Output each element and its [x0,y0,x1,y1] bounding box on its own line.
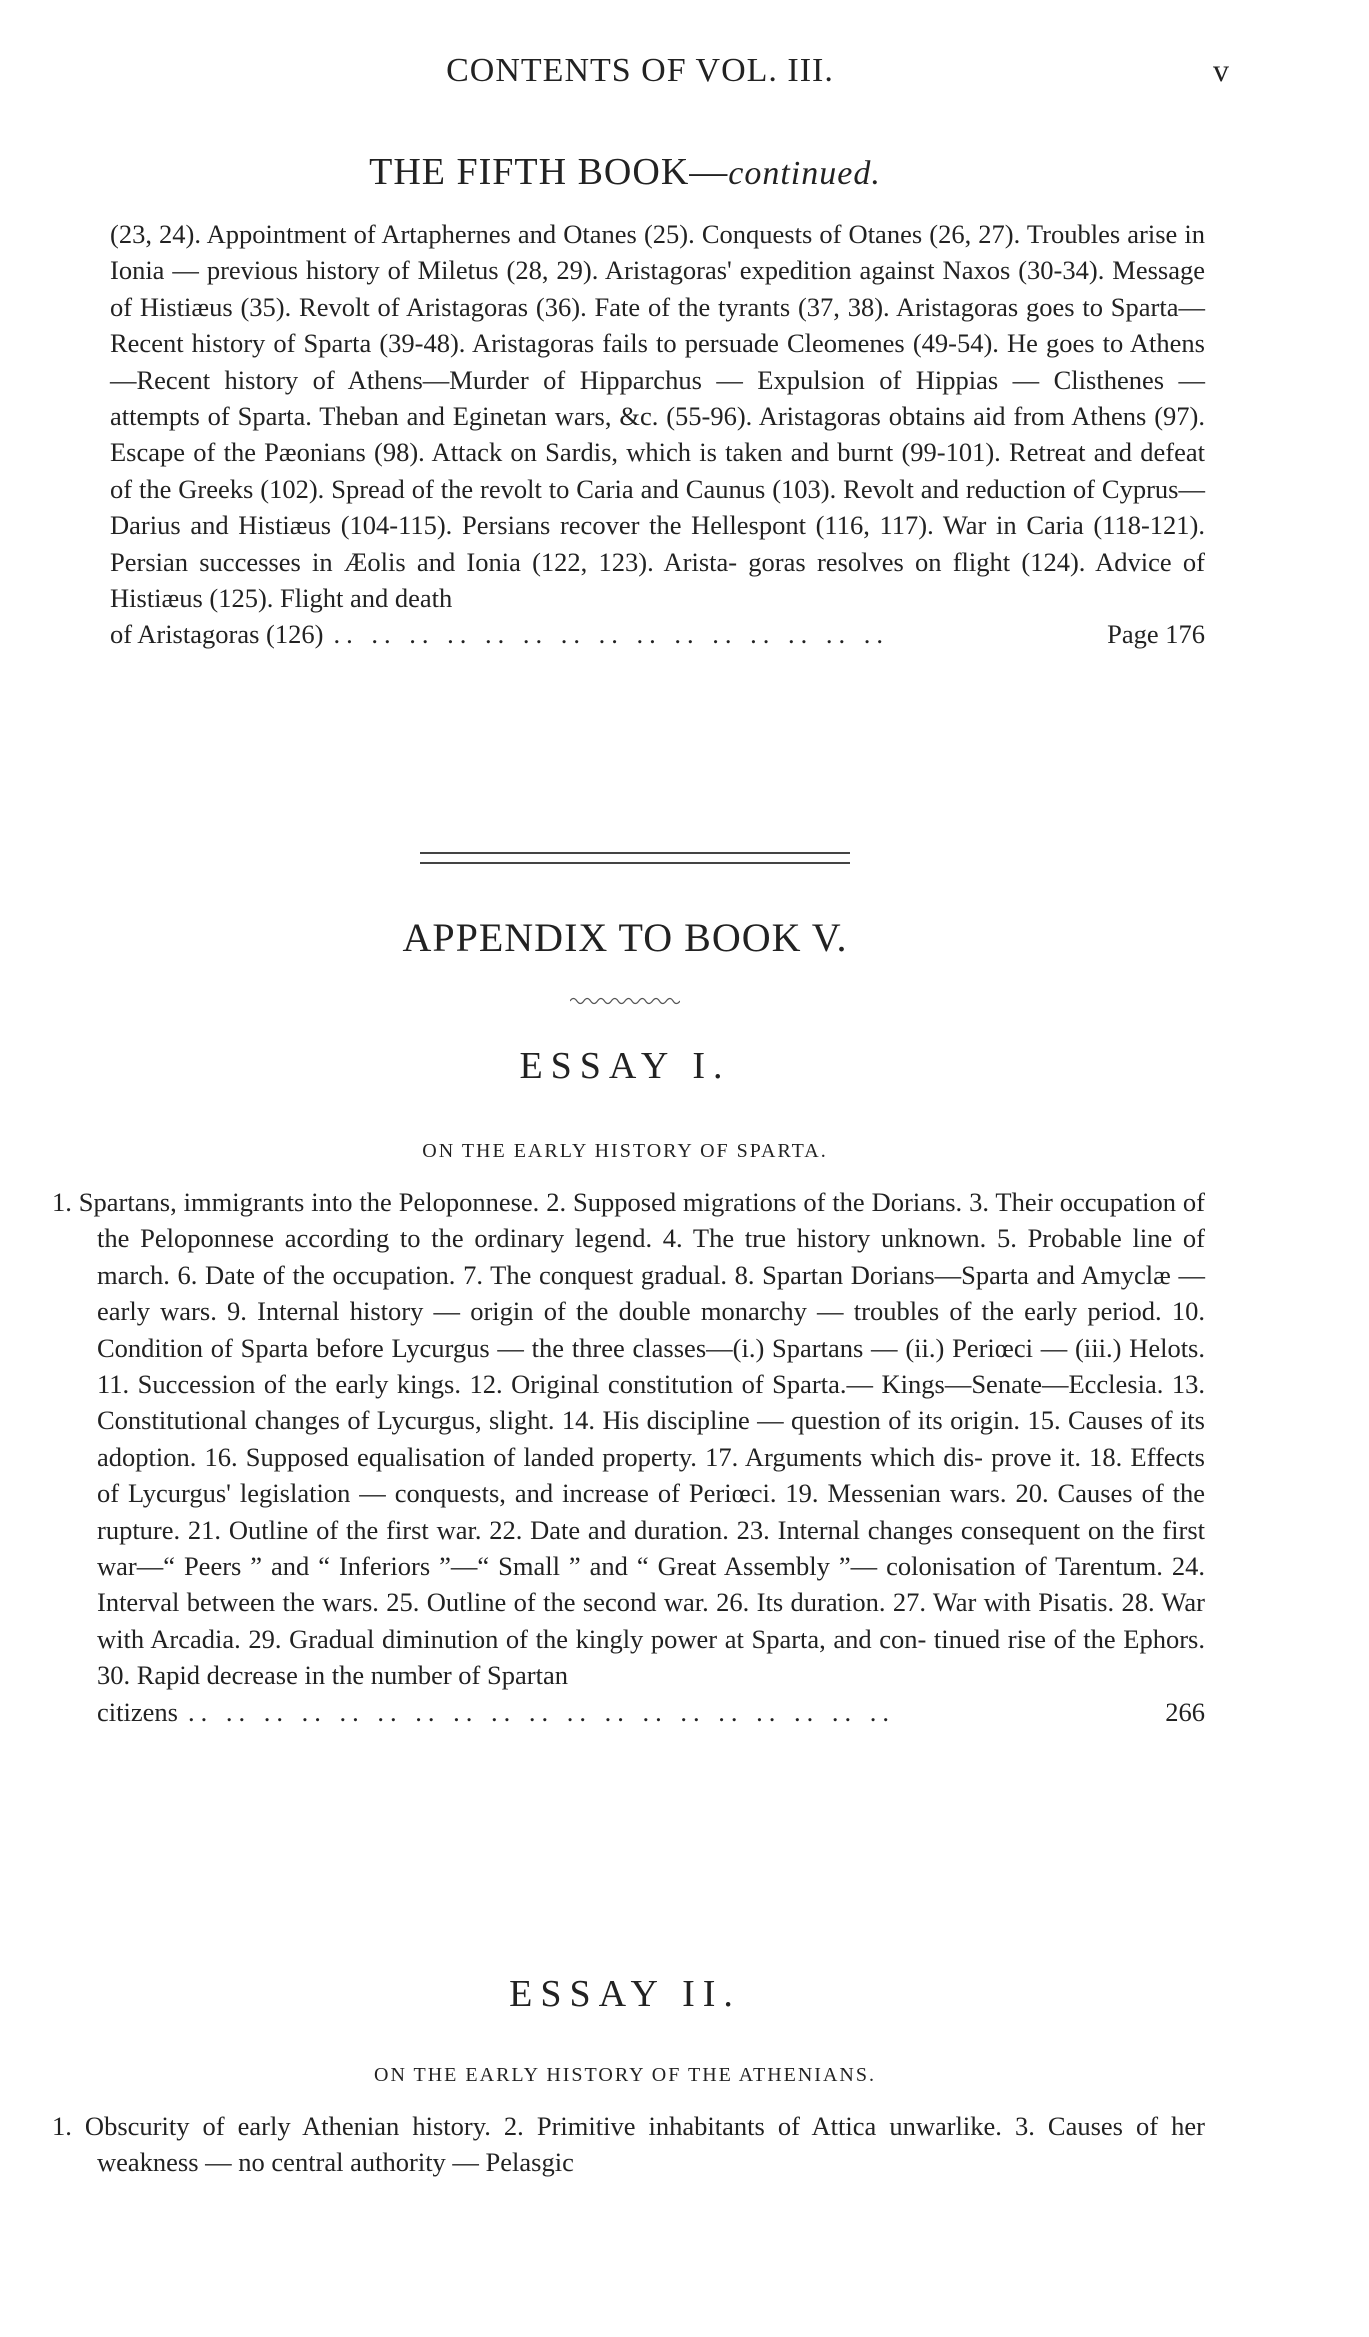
page-number: v [1213,52,1229,88]
fifth-book-leader-dots: .. .. .. .. .. .. .. .. .. .. .. .. .. .. .. [333,619,889,650]
appendix-title: APPENDIX TO BOOK V. [402,915,848,960]
fifth-book-heading-text: THE FIFTH BOOK— [369,151,729,193]
essay-2-title: ESSAY II. [509,1973,741,2015]
fifth-book-last-line [110,616,1205,652]
fifth-book-last-entry: of Aristagoras (126) [110,619,324,650]
essay-1-subtitle: ON THE EARLY HISTORY OF SPARTA. [422,1140,828,1162]
fifth-book-heading-continued: continued. [728,155,881,192]
essay-1-last-entry: citizens [97,1696,178,1727]
fifth-book-heading [0,150,1250,194]
essay-2-contents-text: 1. Obscurity of early Athenian history. 2. Primitive inhabitants of Attica unwarlike. 3. Causes of her weakness — no central authority — Pelasgic [52,2111,1205,2178]
essay-1-contents [52,1184,1205,1730]
fifth-book-contents [110,216,1205,653]
wavy-ornament [570,996,680,1006]
running-head [0,52,1369,102]
essay-2-contents [52,2108,1205,2181]
essay-1-leader-dots: .. .. .. .. .. .. .. .. .. .. .. .. .. .. .. .. .. .. .. [187,1696,895,1727]
fifth-book-contents-text: (23, 24). Appointment of Artaphernes and Otanes (25). Conquests of Otanes (26, 27). Troubles arise in Ionia — previous history of Miletus (28, 29). Aristagoras' expedition against Naxos (30-34). Message of Histiæus (35). Revolt of Aristagoras (36). Fate of the tyrants (37, 38). Aristagoras goes to Sparta—Recent history of Sparta (39-48). Aristagoras fails to persuade Cleomenes (49-54). He goes to Athens—Recent history of Athens—Murder of Hipparchus — Expulsion of Hippias — Clisthenes — attempts of Sparta. Theban and Eginetan wars, &c. (55-96). Aristagoras obtains aid from Athens (97). Escape of the Pæonians (98). Attack on Sardis, which is taken and burnt (99-101). Retreat and defeat of the Greeks (102). Spread of the revolt to Caria and Caunus (103). Revolt and reduction of Cyprus—Darius and Histiæus (104-115). Persians recover the Hellespont (116, 117). War in Caria (118-121). Persian successes in Æolis and Ionia (122, 123). Arista- goras resolves on flight (124). Advice of Histiæus (125). Flight and death [110,219,1205,614]
essay-1-title: ESSAY I. [519,1045,731,1087]
essay-1-page-ref: 266 [1165,1696,1205,1727]
fifth-book-page-ref: Page 176 [1107,619,1205,650]
essay-2-subtitle: ON THE EARLY HISTORY OF THE ATHENIANS. [374,2064,876,2086]
essay-1-contents-text: 1. Spartans, immigrants into the Peloponnese. 2. Supposed migrations of the Dorians. 3. Their occupation of the Peloponnese according to the ordinary legend. 4. The true history unknown. 5. Probable line of march. 6. Date of the occupation. 7. The conquest gradual. 8. Spartan Dorians—Sparta and Amyclæ — early wars. 9. Internal history — origin of the double monarchy — troubles of the early period. 10. Condition of Sparta before Lycurgus — the three classes—(i.) Spartans — (ii.) Periœci — (iii.) Helots. 11. Succession of the early kings. 12. Original constitution of Sparta.— Kings—Senate—Ecclesia. 13. Constitutional changes of Lycurgus, slight. 14. His discipline — question of its origin. 15. Causes of its adoption. 16. Supposed equalisation of landed property. 17. Arguments which dis- prove it. 18. Effects of Lycurgus' legislation — conquests, and increase of Periœci. 19. Messenian wars. 20. Causes of the rupture. 21. Outline of the first war. 22. Date and duration. 23. Internal changes consequent on the first war—“ Peers ” and “ Inferiors ”—“ Small ” and “ Great Assembly ”— colonisation of Tarentum. 24. Interval between the wars. 25. Outline of the second war. 26. Its duration. 27. War with Pisatis. 28. War with Arcadia. 29. Gradual diminution of the kingly power at Sparta, and con- tinued rise of the Ephors. 30. Rapid decrease in the number of Spartan [52,1187,1205,1691]
section-divider [420,852,850,864]
essay-1-last-line [97,1694,1205,1730]
running-title: CONTENTS OF VOL. III. [446,52,834,89]
